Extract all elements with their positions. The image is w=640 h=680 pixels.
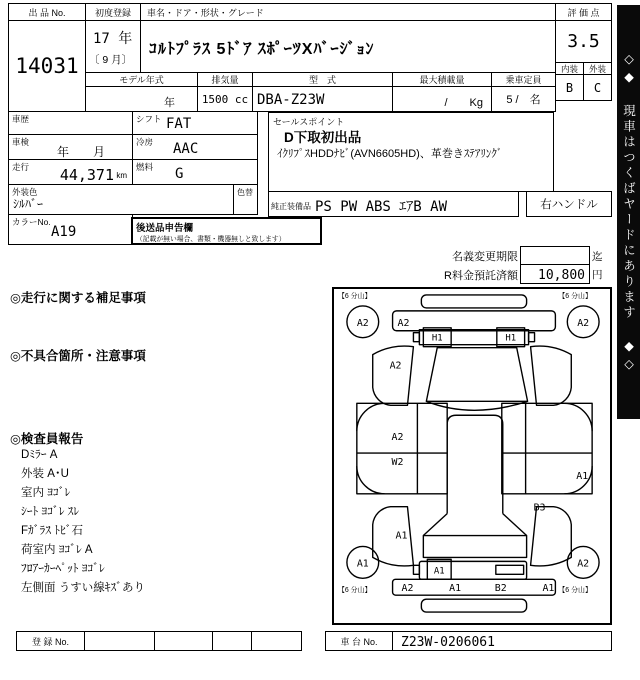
registration-no-cell-2 [154, 631, 213, 651]
fender-front-right-shape [531, 346, 572, 405]
rear-pillar-lines [423, 514, 526, 536]
first-reg-cell [85, 20, 141, 73]
recycle-fee-value: 10,800 [538, 268, 585, 283]
shift-value: FAT [166, 116, 192, 132]
color-no-label: カラーNo. [12, 217, 51, 227]
equipment-cell [268, 191, 519, 217]
chassis-no-label: 車 台 No. [326, 632, 393, 650]
sales-point-line2: ｲｸﾘﾌﾟｽHDDﾅﾋﾞ(AVN6605HD)、革巻きｽﾃｱﾘﾝｸﾞ [277, 148, 503, 160]
side-right-grade: A1 [576, 470, 589, 482]
sales-point-line1: D下取初出品 [284, 130, 362, 145]
first-reg-month: 〔 9 月〕 [89, 54, 133, 66]
inspector-item: ﾌﾛｱｰｶｰﾍﾟｯﾄ ﾖｺﾞﾚ [21, 563, 105, 575]
registration-no-cell-3 [212, 631, 252, 651]
shift-label: シフト [136, 114, 162, 124]
max-load-label: 最大積載量 [392, 72, 492, 87]
car-name-label: 車名・ドア・形状・グレード [140, 3, 556, 21]
capacity-label: 乗車定員 [491, 72, 556, 87]
wheel-arch-arcs [357, 403, 592, 493]
model-year-cell [85, 86, 198, 112]
later-items-note: （記載が無い場合、書類・機器無しと致します） [136, 236, 286, 243]
displacement-label: 排気量 [197, 72, 253, 87]
ac-cell [132, 134, 258, 160]
car-name-cell [140, 20, 556, 73]
headlight-clip-right [529, 333, 535, 342]
fuel-label: 燃料 [136, 162, 154, 172]
color-no-cell [8, 214, 133, 245]
first-reg-label: 初度登録 [85, 3, 141, 21]
rear-bumper-bar [393, 579, 556, 595]
transfer-deadline-label: 名義変更期限 [452, 251, 518, 263]
inspector-report-heading: ◎検査員報告 [10, 432, 84, 446]
roof-outline [447, 415, 503, 513]
panel-divider-lines [357, 403, 592, 493]
recycle-fee-box [520, 264, 590, 284]
tread-depth-rear-right: 【6 分山】 [558, 587, 592, 595]
model-year-label: モデル年式 [85, 72, 198, 87]
first-reg-year: 17 年 [93, 31, 133, 47]
max-load-cell [392, 86, 492, 112]
rear-bumper-grade-1: A2 [401, 583, 414, 595]
transfer-deadline-box [520, 246, 590, 265]
tread-depth-front-left: 【6 分山】 [337, 292, 372, 300]
mileage-cell [8, 159, 133, 185]
yard-banner-text: ◇◆ 現車はつくばヤードにあります ◆◇ [621, 50, 636, 374]
registration-no-cell-4 [251, 631, 302, 651]
exterior-grade: C [583, 74, 612, 101]
front-bumper-grade: A2 [397, 317, 410, 329]
interior-grade: B [555, 74, 584, 101]
ac-value: AAC [173, 141, 199, 157]
model-year-value: 年 [164, 97, 175, 109]
color-change-cell [233, 184, 258, 215]
history-cell [8, 111, 133, 135]
inspector-item: 室内 ﾖｺﾞﾚ [21, 487, 71, 499]
chassis-no-value: Z23W-0206061 [401, 635, 495, 650]
max-load-value: / Kg [444, 97, 483, 109]
steering-position: 右ハンドル [526, 191, 612, 217]
wheel-front-left-grade: A2 [356, 317, 369, 329]
shift-cell [132, 111, 258, 135]
rear-bumper-grade-4: A1 [542, 583, 555, 595]
inspector-item: 左側面 うすい線ｷｽﾞあり [21, 582, 145, 594]
transfer-deadline-suffix: 迄 [592, 251, 603, 263]
model-code-value: DBA-Z23W [257, 92, 325, 108]
recycle-fee-label: R料金預託済額 [444, 270, 518, 282]
trunk-lid [423, 536, 526, 558]
exterior-label: 外装 [583, 62, 612, 75]
rear-bumper-bottom-bar [421, 599, 526, 612]
inspector-item: 外装 A･U [21, 468, 69, 480]
score-value: 3.5 [555, 20, 612, 63]
chassis-no-cell [325, 631, 612, 651]
model-code-cell [252, 86, 393, 112]
recycle-fee-suffix: 円 [592, 269, 603, 281]
sales-point-label: セールスポイント [273, 117, 345, 127]
door-left-grade: A2 [391, 432, 404, 444]
later-items-cell [131, 217, 322, 245]
ext-color-cell [8, 184, 234, 215]
model-code-label: 型 式 [252, 72, 393, 87]
registration-no-cell-1 [84, 631, 155, 651]
color-change-label: 色替 [237, 188, 253, 197]
fender-front-left-grade: A2 [389, 360, 402, 372]
equipment-value: PS PW ABS ｴｱB AW [315, 199, 448, 215]
fender-rear-right-shape [531, 507, 572, 566]
lot-no-value: 14031 [8, 20, 86, 112]
capacity-value: 5 / 名 [491, 86, 556, 112]
front-bumper-top-bar [421, 295, 526, 308]
inspector-item: Dﾐﾗｰ A [21, 449, 58, 461]
color-no-value: A19 [51, 224, 77, 240]
inspection-label: 車検 [12, 137, 30, 147]
ext-color-label: 外装色 [12, 187, 38, 197]
rear-bumper-grade-3: B2 [494, 583, 507, 595]
quarter-left-grade: W2 [391, 456, 404, 468]
history-label: 車歴 [12, 114, 30, 124]
vehicle-diagram [332, 287, 612, 625]
inspector-item: Fｶﾞﾗｽ ﾄﾋﾞ石 [21, 525, 83, 537]
mileage-supplement-heading: ◎走行に関する補足事項 [10, 291, 146, 305]
registration-no-label: 登 録 No. [16, 631, 85, 651]
mileage-unit: km [116, 171, 127, 180]
mileage-label: 走行 [12, 162, 30, 172]
inspector-item: 荷室内 ﾖｺﾞﾚ A [21, 544, 93, 556]
wheel-rear-right-grade: A2 [577, 558, 590, 570]
car-name: ｺﾙﾄﾌﾟﾗｽ 5ﾄﾞｱ ｽﾎﾟｰﾂXﾊﾞｰｼﾞｮﾝ [149, 41, 375, 58]
fuel-value: G [175, 166, 184, 182]
quarter-right-grade: B3 [533, 502, 546, 514]
diagram-shapes [347, 295, 599, 612]
headlight-right-grade: H1 [505, 333, 517, 344]
later-items-label: 後送品申告欄 [136, 223, 194, 234]
inspector-item: ｼｰﾄ ﾖｺﾞﾚ ｽﾚ [21, 506, 80, 518]
fuel-cell [132, 159, 258, 185]
defect-heading: ◎不具合箇所・注意事項 [10, 349, 146, 363]
headlight-left-grade: H1 [431, 333, 443, 344]
ext-color-value: ｼﾙﾊﾞｰ [13, 197, 44, 211]
rear-bumper-grade-2: A1 [449, 583, 462, 595]
side-panel-left [357, 403, 447, 493]
tread-depth-front-right: 【6 分山】 [558, 292, 592, 300]
interior-label: 内装 [555, 62, 584, 75]
hood-outline [426, 348, 527, 402]
mileage-value: 44,371 [59, 166, 114, 184]
sales-point-cell [268, 112, 554, 192]
tail-panel-grade: A1 [433, 566, 445, 577]
displacement-value: 1500 cc [197, 86, 253, 112]
lot-no-label: 出 品 No. [8, 3, 86, 21]
headlight-clip-left [413, 333, 419, 342]
ac-label: 冷房 [136, 137, 154, 147]
score-label: 評 価 点 [555, 3, 612, 21]
wheel-rear-left-grade: A1 [356, 558, 369, 570]
inspection-cell [8, 134, 133, 160]
equipment-label: 純正装備品 [271, 202, 311, 211]
garnish-clip [413, 565, 419, 574]
wheel-front-right-grade: A2 [577, 317, 590, 329]
front-bumper-bar [393, 311, 556, 331]
yard-banner [617, 5, 640, 419]
license-plate [496, 565, 524, 574]
inspection-value: 年 月 [57, 145, 106, 159]
fender-front-left-shape [373, 346, 414, 405]
fender-rear-left-grade: A1 [395, 530, 408, 542]
tread-depth-rear-left: 【6 分山】 [337, 587, 372, 595]
inspector-report-list [21, 446, 301, 598]
